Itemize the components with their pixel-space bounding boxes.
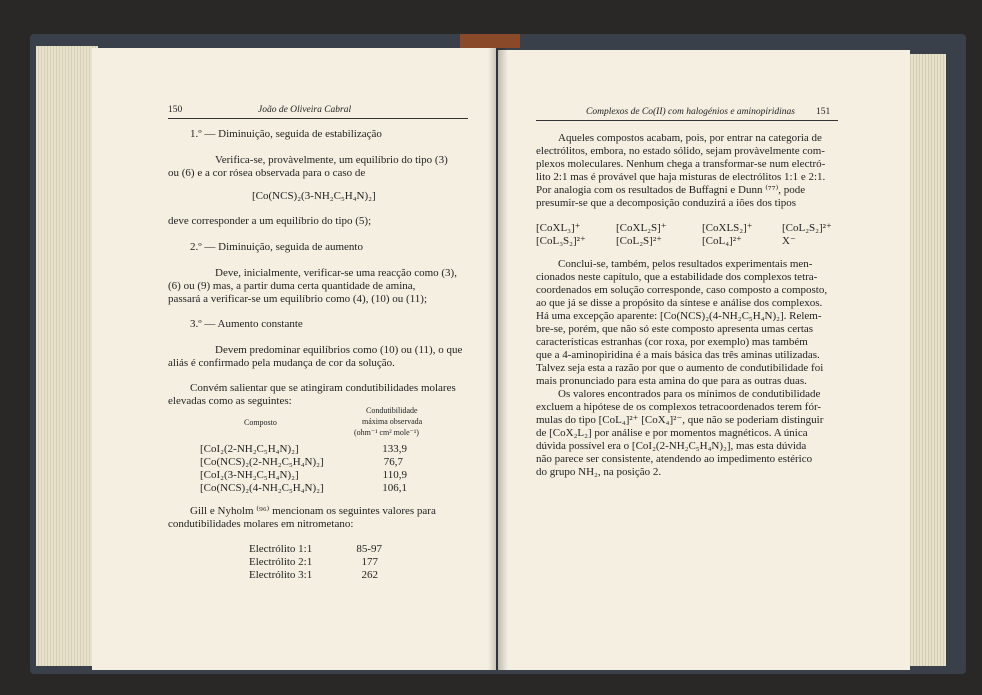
table-value: 110,9 [382,469,407,481]
ion-formula: [CoL₂S₂]²⁺ [782,222,832,234]
electrolyte-label: Electrólito 1:1 [249,543,313,555]
running-head: João de Oliveira Cabral [258,105,352,115]
electrolyte-value: 177 [361,556,378,568]
table-header-conductivity: (ohm⁻¹ cm² mole⁻¹) [354,428,419,437]
text-line: Devem predominar equilíbrios como (10) ou (11), o que [215,344,463,356]
text-line: aliás é confirmado pela mudança de cor da solução. [168,357,395,369]
text-line: lito 2:1 mas é provável que haja misturas de electrólitos 1:1 e 2:1. [536,171,826,183]
text-line: Talvez seja esta a razão por que o aumento de condutibilidade foi [536,362,824,374]
text-line: que a 4-aminopiridina é a mais básica das três aminas utilizadas. [536,349,820,361]
book-gutter [488,48,508,670]
text-line: não parece ser consistente, atendendo ao impedimento estérico [536,453,813,465]
table-value: 76,7 [383,456,403,468]
text-line: deve corresponder a um equilíbrio do tipo (5); [168,215,372,227]
right-page [498,50,910,670]
text-line: ao que já se disse a propósito da síntese e análise dos complexos. [536,297,823,309]
table-compound: [CoI₂(3-NH₂C₅H₄N)₂] [200,469,299,481]
text-line: coordenados em solução corresponde, caso composto a composto, [536,284,828,296]
text-line: Deve, inicialmente, verificar-se uma reacção como (3), [215,267,457,279]
text-line: excluem a hipótese de os complexos tetracoordenados terem fór- [536,401,822,413]
text-line: 3.º — Aumento constante [190,318,303,330]
text-line: bre-se, porém, que não só este composto apresenta umas certas [536,323,814,335]
table-header-conductivity: Condutibilidade [366,406,418,415]
ion-formula: [CoXL₃]⁺ [536,222,581,234]
table-compound: [Co(NCS)₂(4-NH₂C₅H₄N)₂] [200,482,324,494]
table-header-compound: Composto [244,418,277,427]
header-rule [536,120,838,121]
electrolyte-value: 85-97 [356,543,382,555]
text-line: cionados neste capítulo, que a estabilidade dos complexos tetra- [536,271,818,283]
text-line: Conclui-se, também, pelos resultados experimentais men- [558,258,813,270]
header-rule [168,118,468,119]
text-line: Convém salientar que se atingiram condutibilidades molares [190,382,456,394]
left-page-stack [36,46,98,666]
table-header-conductivity: máxima observada [362,417,423,426]
text-line: de [CoX₂L₂] por análise e por momentos magnéticos. A única [536,427,808,439]
table-value: 106,1 [382,482,407,494]
text-line: mulas do tipo [CoL₄]²⁺ [CoX₄]²⁻, que não se poderiam distinguir [536,414,824,426]
text-line: características estranhas (cor roxa, por exemplo) mas também [536,336,808,348]
text-line: mais pronunciado para esta amina do que para as outras duas. [536,375,807,387]
table-compound: [Co(NCS)₂(2-NH₂C₅H₄N)₂] [200,456,324,468]
text-line: electrólitos, embora, no estado sólido, sejam provàvelmente com- [536,145,825,157]
text-line: ou (6) e a cor rósea observada para o caso de [168,167,366,179]
text-line: plexos moleculares. Nenhum chega a transformar-se num electró- [536,158,826,170]
electrolyte-value: 262 [361,569,378,581]
left-page [92,48,496,670]
formula: [Co(NCS)₂(3-NH₂C₅H₄N)₂] [252,190,376,202]
text-line: Há uma excepção aparente: [Co(NCS)₂(4-NH₂C₅H₄N)₂]. Relem- [536,310,822,322]
ion-formula: [CoXLS₂]⁺ [702,222,753,234]
page-number: 150 [168,105,183,115]
ion-formula: [CoL₂S]²⁺ [616,235,662,247]
text-line: presumir-se que a decomposição conduzirá a iões dos tipos [536,197,797,209]
text-line: 1.º — Diminuição, seguida de estabilização [190,128,382,140]
ion-formula: [CoL₄]²⁺ [702,235,742,247]
text-line: Os valores encontrados para os mínimos de condutibilidade [558,388,821,400]
text-line: do grupo NH₂, na posição 2. [536,466,662,478]
text-line: condutibilidades molares em nitrometano: [168,518,354,530]
text-line: dúvida possível era o [CoI₂(2-NH₂C₅H₄N)₂], mas esta dúvida [536,440,807,452]
text-line: elevadas como as seguintes: [168,395,292,407]
book-headband [460,34,520,48]
table-compound: [CoI₂(2-NH₂C₅H₄N)₂] [200,443,299,455]
text-line: Por analogia com os resultados de Buffagni e Dunn ⁽⁷⁷⁾, pode [536,184,806,196]
text-line: Aqueles compostos acabam, pois, por entrar na categoria de [558,132,822,144]
text-line: passará a verificar-se um equilíbrio como (4), (10) ou (11); [168,293,427,305]
text-line: (6) ou (9) mas, a partir duma certa quantidade de amina, [168,280,416,292]
table-value: 133,9 [382,443,407,455]
text-line: 2.º — Diminuição, seguida de aumento [190,241,363,253]
ion-formula: [CoL₃S₂]²⁺ [536,235,586,247]
electrolyte-label: Electrólito 2:1 [249,556,313,568]
page-number: 151 [816,107,831,117]
text-line: Gill e Nyholm ⁽⁹⁶⁾ mencionam os seguintes valores para [190,505,436,517]
text-line: Verifica-se, provàvelmente, um equilíbrio do tipo (3) [215,154,448,166]
electrolyte-label: Electrólito 3:1 [249,569,313,581]
ion-formula: [CoXL₂S]⁺ [616,222,667,234]
running-head: Complexos de Co(II) com halogénios e aminopiridinas [586,107,795,117]
ion-formula: X⁻ [782,235,796,247]
